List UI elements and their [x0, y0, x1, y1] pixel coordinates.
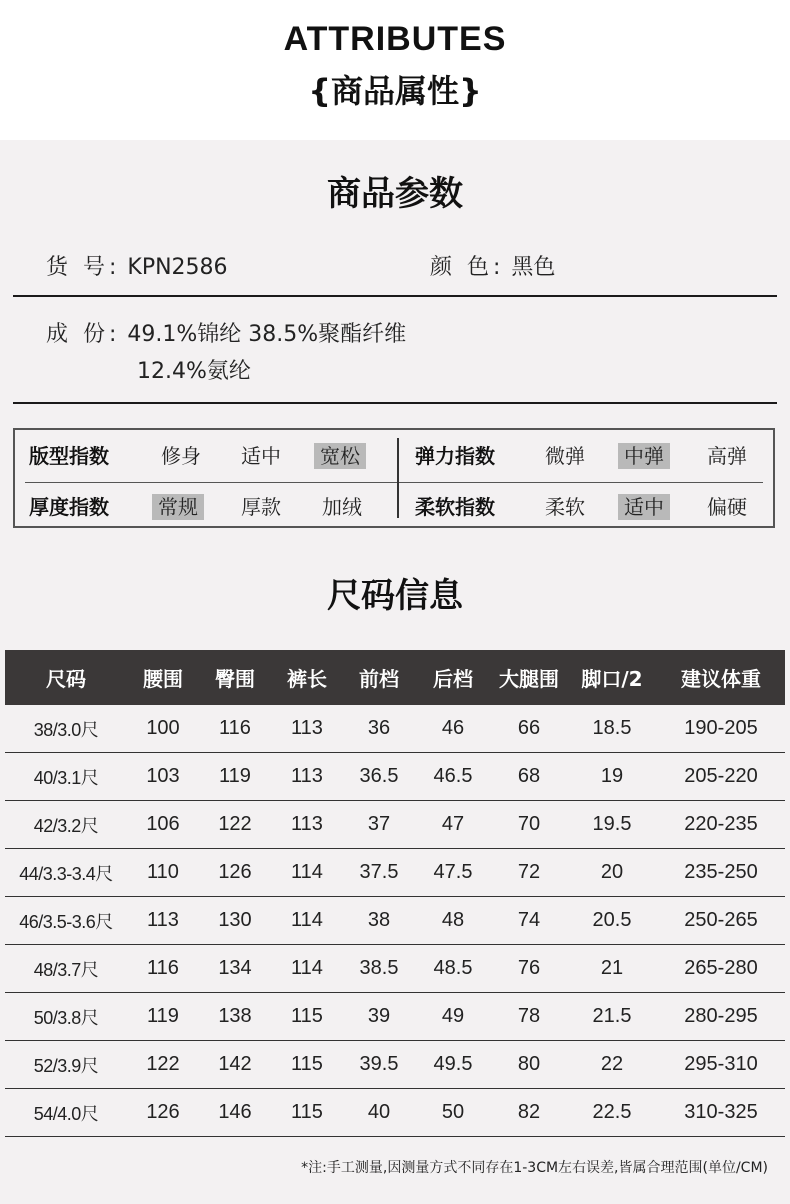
- table-cell: 235-250: [657, 849, 785, 897]
- table-cell: 130: [199, 897, 271, 945]
- table-row: [5, 945, 785, 993]
- table-cell: 39: [343, 993, 415, 1041]
- table-cell: 18.5: [567, 705, 657, 753]
- size-cell: 50/3.8尺: [5, 993, 127, 1041]
- size-cell: 42/3.2尺: [5, 801, 127, 849]
- divider: [25, 482, 763, 483]
- table-cell: 146: [199, 1089, 271, 1137]
- table-cell: 310-325: [657, 1089, 785, 1137]
- table-cell: 126: [199, 849, 271, 897]
- table-cell: 138: [199, 993, 271, 1041]
- column-header: 后档: [415, 650, 491, 705]
- column-header: 腰围: [127, 650, 199, 705]
- table-cell: 119: [199, 753, 271, 801]
- composition-row: [46, 317, 406, 348]
- table-cell: 114: [271, 945, 343, 993]
- table-cell: 47: [415, 801, 491, 849]
- table-cell: 295-310: [657, 1041, 785, 1089]
- size-cell: 46/3.5-3.6尺: [5, 897, 127, 945]
- table-row: [5, 849, 785, 897]
- table-cell: 19: [567, 753, 657, 801]
- table-cell: 126: [127, 1089, 199, 1137]
- table-cell: 82: [491, 1089, 567, 1137]
- table-cell: 115: [271, 1089, 343, 1137]
- stretch-option: 高弹: [707, 444, 747, 468]
- thickness-index-label: 厚度指数: [29, 495, 109, 519]
- table-row: [5, 753, 785, 801]
- table-cell: 38.5: [343, 945, 415, 993]
- table-cell: 37: [343, 801, 415, 849]
- table-cell: 20.5: [567, 897, 657, 945]
- table-cell: 46: [415, 705, 491, 753]
- softness-option-selected: 适中: [618, 494, 670, 520]
- attribute-index-box: [13, 428, 775, 528]
- column-header: 脚口/2: [567, 650, 657, 705]
- size-cell: 38/3.0尺: [5, 705, 127, 753]
- table-cell: 110: [127, 849, 199, 897]
- table-cell: 115: [271, 993, 343, 1041]
- table-row: [5, 705, 785, 753]
- header-title-cn: {商品属性}: [308, 72, 482, 110]
- table-row: [5, 801, 785, 849]
- table-header-row: [5, 650, 785, 705]
- fit-option: 修身: [161, 444, 201, 468]
- stretch-index-label: 弹力指数: [415, 444, 495, 468]
- table-cell: 19.5: [567, 801, 657, 849]
- table-cell: 20: [567, 849, 657, 897]
- table-cell: 205-220: [657, 753, 785, 801]
- table-cell: 115: [271, 1041, 343, 1089]
- table-row: [5, 1089, 785, 1137]
- table-cell: 220-235: [657, 801, 785, 849]
- size-section-title: 尺码信息: [327, 576, 463, 616]
- size-cell: 40/3.1尺: [5, 753, 127, 801]
- table-cell: 142: [199, 1041, 271, 1089]
- table-cell: 22: [567, 1041, 657, 1089]
- thickness-option: 加绒: [322, 495, 362, 519]
- table-cell: 78: [491, 993, 567, 1041]
- size-cell: 52/3.9尺: [5, 1041, 127, 1089]
- table-cell: 66: [491, 705, 567, 753]
- table-cell: 190-205: [657, 705, 785, 753]
- params-section-title: 商品参数: [327, 174, 463, 214]
- attributes-header: [0, 0, 790, 140]
- table-cell: 47.5: [415, 849, 491, 897]
- softness-index-label: 柔软指数: [415, 495, 495, 519]
- table-cell: 49.5: [415, 1041, 491, 1089]
- divider: [397, 438, 399, 518]
- table-cell: 134: [199, 945, 271, 993]
- size-table: [5, 650, 785, 1137]
- composition-label: 成 份:: [46, 322, 121, 347]
- table-cell: 80: [491, 1041, 567, 1089]
- header-title-en: ATTRIBUTES: [283, 20, 507, 58]
- table-cell: 122: [127, 1041, 199, 1089]
- divider: [13, 402, 777, 404]
- thickness-option-selected: 常规: [152, 494, 204, 520]
- table-cell: 116: [127, 945, 199, 993]
- column-header: 尺码: [5, 650, 127, 705]
- table-cell: 48.5: [415, 945, 491, 993]
- table-cell: 76: [491, 945, 567, 993]
- item-no-row: [46, 250, 228, 281]
- table-cell: 74: [491, 897, 567, 945]
- softness-option: 柔软: [545, 495, 585, 519]
- column-header: 大腿围: [491, 650, 567, 705]
- table-cell: 113: [271, 705, 343, 753]
- table-cell: 113: [271, 753, 343, 801]
- table-cell: 114: [271, 897, 343, 945]
- table-cell: 46.5: [415, 753, 491, 801]
- color-row: [430, 250, 555, 281]
- item-no-value: KPN2586: [127, 255, 228, 280]
- table-row: [5, 897, 785, 945]
- table-cell: 119: [127, 993, 199, 1041]
- table-cell: 100: [127, 705, 199, 753]
- table-cell: 72: [491, 849, 567, 897]
- table-cell: 21: [567, 945, 657, 993]
- table-cell: 38: [343, 897, 415, 945]
- table-cell: 49: [415, 993, 491, 1041]
- table-row: [5, 1041, 785, 1089]
- column-header: 前档: [343, 650, 415, 705]
- composition-line2: 12.4%氨纶: [137, 359, 251, 384]
- thickness-option: 厚款: [241, 495, 281, 519]
- measurement-note: *注:手工测量,因测量方式不同存在1-3CM左右误差,皆属合理范围(单位/CM): [301, 1160, 768, 1176]
- stretch-option: 微弹: [545, 444, 585, 468]
- column-header: 建议体重: [657, 650, 785, 705]
- table-cell: 122: [199, 801, 271, 849]
- table-cell: 36.5: [343, 753, 415, 801]
- table-cell: 40: [343, 1089, 415, 1137]
- table-cell: 68: [491, 753, 567, 801]
- table-cell: 50: [415, 1089, 491, 1137]
- size-cell: 48/3.7尺: [5, 945, 127, 993]
- table-cell: 37.5: [343, 849, 415, 897]
- table-cell: 36: [343, 705, 415, 753]
- table-cell: 250-265: [657, 897, 785, 945]
- size-table-body: [5, 705, 785, 1137]
- column-header: 臀围: [199, 650, 271, 705]
- table-cell: 106: [127, 801, 199, 849]
- table-row: [5, 993, 785, 1041]
- item-no-label: 货 号:: [46, 255, 121, 280]
- fit-option: 适中: [241, 444, 281, 468]
- divider: [13, 295, 777, 297]
- table-cell: 113: [271, 801, 343, 849]
- table-cell: 48: [415, 897, 491, 945]
- color-value: 黑色: [511, 255, 556, 280]
- fit-index-label: 版型指数: [29, 444, 109, 468]
- color-label: 颜 色:: [430, 255, 505, 280]
- fit-option-selected: 宽松: [314, 443, 366, 469]
- column-header: 裤长: [271, 650, 343, 705]
- table-cell: 114: [271, 849, 343, 897]
- table-cell: 21.5: [567, 993, 657, 1041]
- table-cell: 22.5: [567, 1089, 657, 1137]
- size-cell: 44/3.3-3.4尺: [5, 849, 127, 897]
- table-cell: 116: [199, 705, 271, 753]
- table-cell: 265-280: [657, 945, 785, 993]
- composition-line1: 49.1%锦纶 38.5%聚酯纤维: [127, 322, 407, 347]
- table-cell: 103: [127, 753, 199, 801]
- size-cell: 54/4.0尺: [5, 1089, 127, 1137]
- softness-option: 偏硬: [707, 495, 747, 519]
- stretch-option-selected: 中弹: [618, 443, 670, 469]
- table-cell: 280-295: [657, 993, 785, 1041]
- table-cell: 39.5: [343, 1041, 415, 1089]
- table-cell: 70: [491, 801, 567, 849]
- table-cell: 113: [127, 897, 199, 945]
